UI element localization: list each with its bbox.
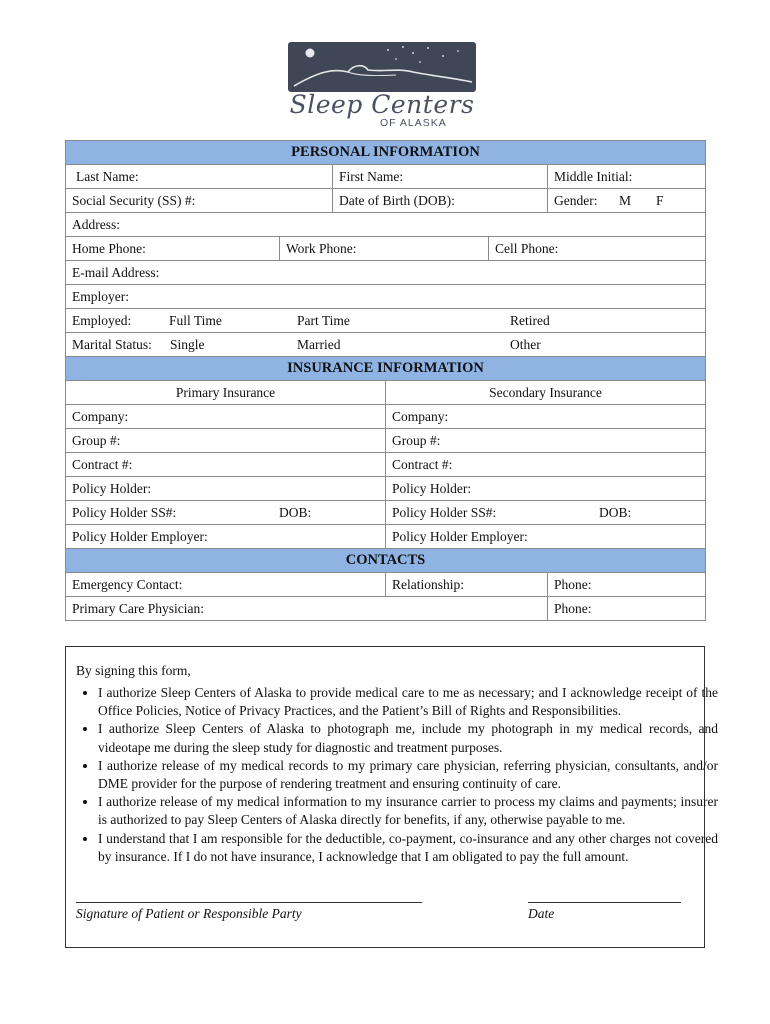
emergency-phone-label: Phone: [554, 576, 592, 592]
ss-label: Social Security (SS) #: [72, 192, 196, 208]
dob-field[interactable] [333, 189, 548, 213]
secondary-group-label: Group #: [392, 432, 441, 448]
employment-status-row [66, 309, 706, 333]
secondary-policy-holder-dob-label: DOB: [599, 505, 632, 520]
email-label: E-mail Address: [72, 264, 160, 280]
emergency-phone-field[interactable] [548, 573, 706, 597]
secondary-contract-label: Contract #: [392, 456, 453, 472]
cell-phone-label: Cell Phone: [495, 240, 559, 256]
logo [284, 42, 480, 128]
other-option[interactable]: Other [510, 337, 541, 352]
consent-item: • I authorize Sleep Centers of Alaska to photograph me, include my photograph in my medical records, and videotape me during the sleep study for diagnostic and treatment purposes. [98, 720, 718, 756]
consent-item: • I authorize Sleep Centers of Alaska to provide medical care to me as necessary; and I acknowledge receipt of the Office Policies, Notice of Privacy Practices, and the Patient’s Bill of Rights and Responsibilities. [98, 684, 718, 720]
dob-label: Date of Birth (DOB): [339, 192, 455, 208]
primary-policy-holder-label: Policy Holder: [72, 480, 152, 496]
personal-info-header: PERSONAL INFORMATION [66, 141, 706, 165]
last-name-field[interactable] [66, 165, 333, 189]
primary-company-label: Company: [72, 408, 129, 424]
consent-item: • I authorize release of my medical records to my primary care physician, referring physician, consultants, and/or DME provider for the purpose of rendering treatment and ensuring continuity of care. [98, 757, 718, 793]
consent-item: • I understand that I am responsible for the deductible, co-payment, co-insurance and any other charges not covered by insurance. If I do not have insurance, I acknowledge that I am obligated to pay the full amount. [98, 830, 718, 866]
secondary-policy-holder-ss-label: Policy Holder SS#: [392, 504, 497, 520]
gender-option-m[interactable]: M [619, 193, 632, 208]
cell-phone-field[interactable] [489, 237, 706, 261]
primary-insurance-heading: Primary Insurance [66, 381, 386, 405]
secondary-policy-holder-employer-field[interactable] [386, 525, 706, 549]
marital-status-label: Marital Status: [72, 336, 152, 352]
signature-line[interactable] [76, 902, 422, 903]
secondary-company-label: Company: [392, 408, 449, 424]
pcp-label: Primary Care Physician: [72, 600, 204, 616]
secondary-policy-holder-ss-field[interactable] [386, 501, 706, 525]
primary-policy-holder-ss-field[interactable] [66, 501, 386, 525]
sleeping-figure-icon [288, 42, 476, 92]
middle-initial-field[interactable] [548, 165, 706, 189]
primary-contract-field[interactable] [66, 453, 386, 477]
gender-field[interactable] [548, 189, 706, 213]
date-caption: Date [528, 906, 555, 921]
primary-contract-label: Contract #: [72, 456, 133, 472]
first-name-field[interactable] [333, 165, 548, 189]
relationship-label: Relationship: [392, 576, 464, 592]
marital-status-row [66, 333, 706, 357]
secondary-contract-field[interactable] [386, 453, 706, 477]
gender-option-f[interactable]: F [656, 193, 664, 208]
primary-policy-holder-ss-label: Policy Holder SS#: [72, 504, 177, 520]
date-line[interactable] [528, 902, 681, 903]
ss-field[interactable] [66, 189, 333, 213]
secondary-company-field[interactable] [386, 405, 706, 429]
primary-policy-holder-field[interactable] [66, 477, 386, 501]
first-name-label: First Name: [339, 168, 404, 184]
retired-option[interactable]: Retired [510, 313, 550, 328]
logo-night-sky [288, 42, 476, 92]
secondary-policy-holder-employer-label: Policy Holder Employer: [392, 528, 528, 544]
pcp-phone-label: Phone: [554, 600, 592, 616]
logo-name: Sleep Centers [289, 90, 475, 119]
secondary-insurance-heading: Secondary Insurance [386, 381, 706, 405]
emergency-contact-label: Emergency Contact: [72, 576, 183, 592]
primary-group-field[interactable] [66, 429, 386, 453]
consent-list [76, 684, 718, 866]
consent-intro: By signing this form, [76, 663, 191, 678]
secondary-group-field[interactable] [386, 429, 706, 453]
middle-initial-label: Middle Initial: [554, 168, 633, 184]
pcp-phone-field[interactable] [548, 597, 706, 621]
secondary-policy-holder-field[interactable] [386, 477, 706, 501]
full-time-option[interactable]: Full Time [169, 313, 222, 328]
home-phone-field[interactable] [66, 237, 280, 261]
logo-subtitle: OF ALASKA [380, 117, 447, 129]
contacts-header: CONTACTS [66, 549, 706, 573]
insurance-info-header: INSURANCE INFORMATION [66, 357, 706, 381]
primary-policy-holder-employer-label: Policy Holder Employer: [72, 528, 208, 544]
employer-field[interactable] [66, 285, 706, 309]
address-label: Address: [72, 216, 120, 232]
consent-box [65, 646, 718, 948]
consent-item: • I authorize release of my medical information to my insurance carrier to process my claims and payments; insurer is authorized to pay Sleep Centers of Alaska directly for benefits, if any, otherwise payable to me. [98, 793, 718, 829]
address-field[interactable] [66, 213, 706, 237]
work-phone-label: Work Phone: [286, 240, 357, 256]
gender-label: Gender: [554, 192, 598, 208]
secondary-policy-holder-label: Policy Holder: [392, 480, 472, 496]
primary-policy-holder-employer-field[interactable] [66, 525, 386, 549]
signature-caption: Signature of Patient or Responsible Party [76, 906, 302, 921]
email-field[interactable] [66, 261, 706, 285]
part-time-option[interactable]: Part Time [297, 313, 350, 328]
emergency-contact-field[interactable] [66, 573, 386, 597]
married-option[interactable]: Married [297, 337, 341, 352]
primary-company-field[interactable] [66, 405, 386, 429]
employed-label: Employed: [72, 312, 132, 328]
employer-label: Employer: [72, 288, 129, 304]
last-name-label: Last Name: [76, 168, 139, 184]
home-phone-label: Home Phone: [72, 240, 146, 256]
primary-policy-holder-dob-label: DOB: [279, 505, 312, 520]
pcp-field[interactable] [66, 597, 548, 621]
primary-group-label: Group #: [72, 432, 121, 448]
single-option[interactable]: Single [170, 337, 205, 352]
intake-form [65, 140, 706, 621]
work-phone-field[interactable] [280, 237, 489, 261]
relationship-field[interactable] [386, 573, 548, 597]
